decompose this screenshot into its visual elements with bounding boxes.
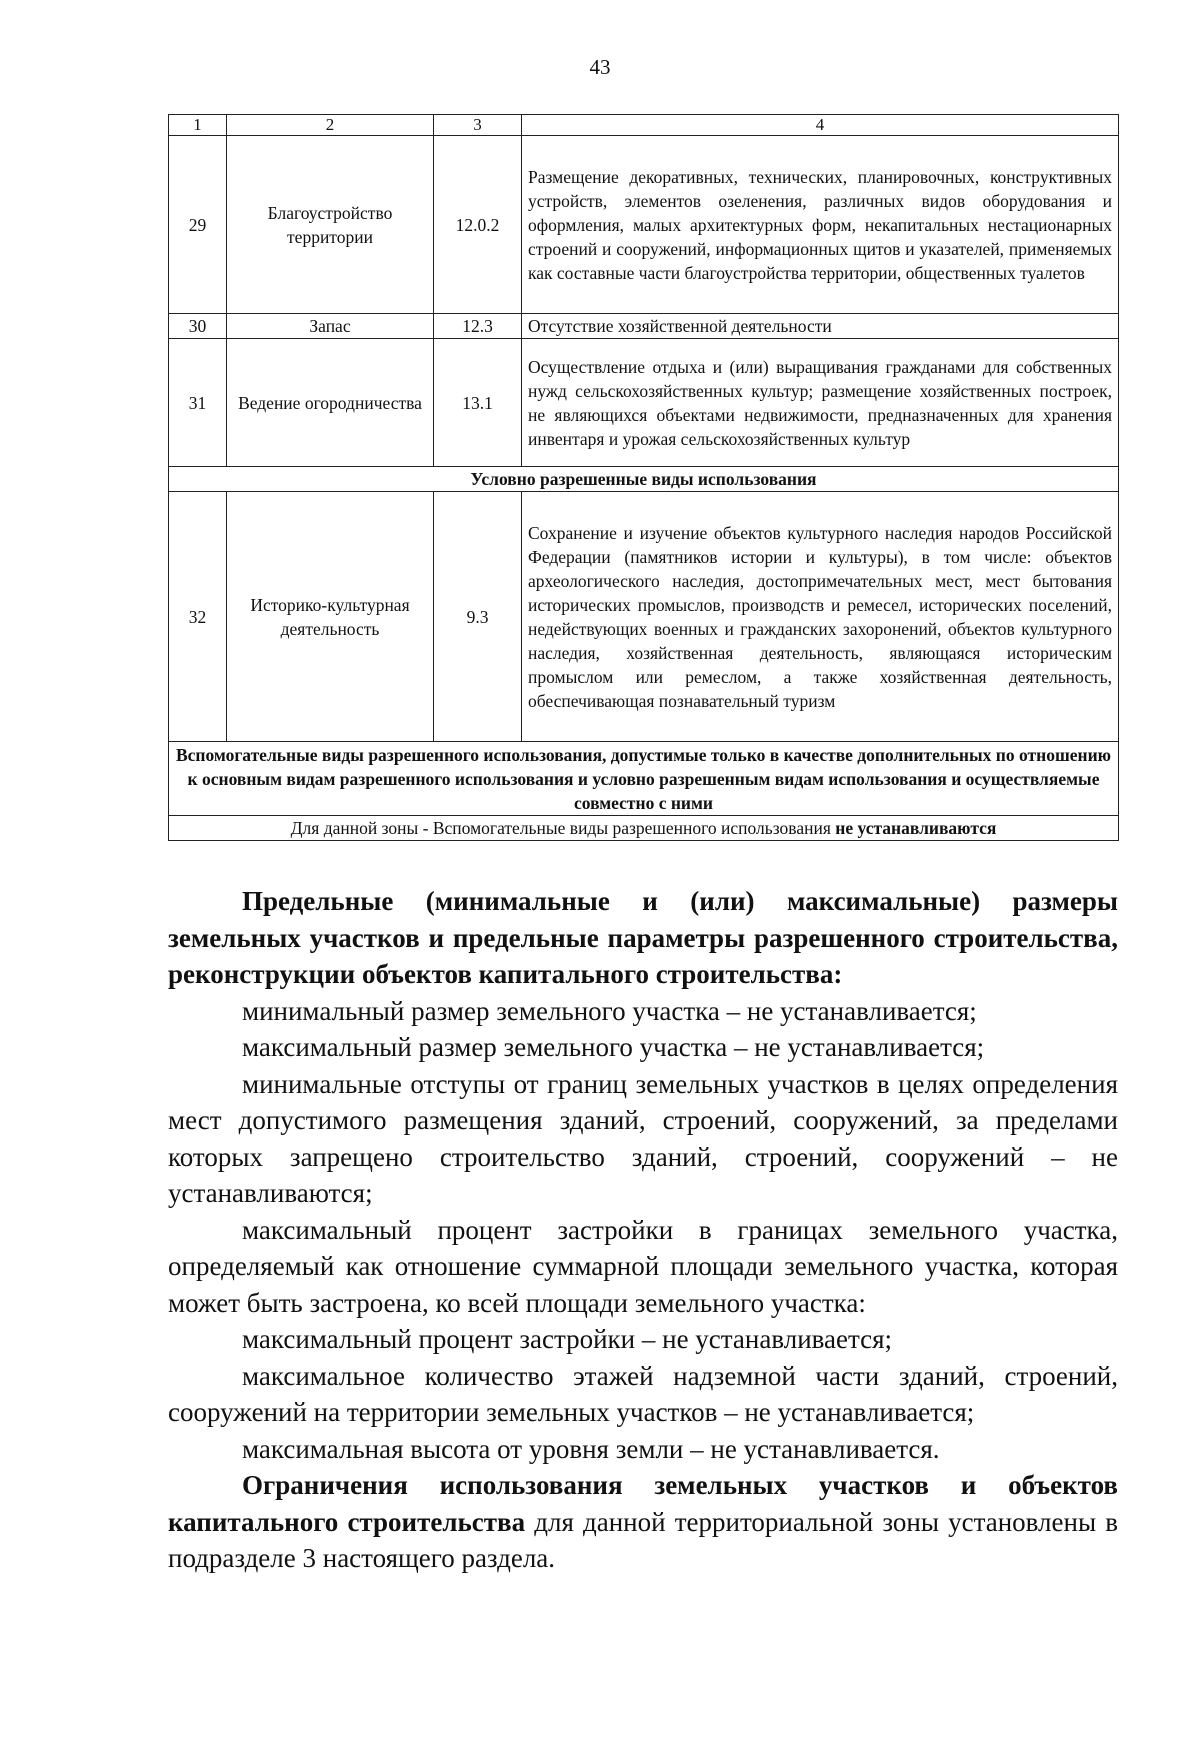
- limits-heading: Предельные (минимальные и (или) максимальные) размеры земельных участков и предельные параметры разрешенного строительства, реконструкции объектов капитального строительства:: [168, 886, 1118, 989]
- header-cell-2: 2: [227, 115, 434, 136]
- table-row: [169, 136, 1119, 314]
- parameters-text-block: [168, 883, 1118, 1577]
- use-type-code: 12.0.2: [434, 136, 522, 314]
- use-type-description: Осуществление отдыха и (или) выращивания гражданами для собственных нужд сельскохозяйственных культур; размещение хозяйственных построек, не являющихся объектами недвижимости, предназначенных для хранения инвентаря и урожая сельскохозяйственных культур: [522, 339, 1119, 467]
- limits-item: максимальное количество этажей надземной части зданий, строений, сооружений на территории земельных участков – не устанавливается;: [168, 1360, 1118, 1427]
- use-type-name: Благоустройство территории: [227, 136, 434, 314]
- use-type-description: Отсутствие хозяйственной деятельности: [522, 314, 1119, 339]
- row-number: 31: [169, 339, 227, 467]
- table-header-row: [169, 115, 1119, 136]
- footer-note-text: Для данной зоны - Вспомогательные виды разрешенного использования: [290, 818, 836, 838]
- header-cell-4: 4: [522, 115, 1119, 136]
- limits-item: максимальный процент застройки в границах земельного участка, определяемый как отношение суммарной площади земельного участка, которая может быть застроена, ко всей площади земельного участка:: [168, 1214, 1118, 1318]
- limits-item: минимальный размер земельного участка – не устанавливается;: [242, 995, 977, 1026]
- section-row-conditional: [169, 467, 1119, 492]
- use-type-code: 12.3: [434, 314, 522, 339]
- footer-note-bold: не устанавливаются: [835, 818, 997, 838]
- use-type-name: Запас: [227, 314, 434, 339]
- use-type-name: Историко-культурная деятельность: [227, 492, 434, 742]
- section-row-auxiliary: [169, 742, 1119, 816]
- row-number: 30: [169, 314, 227, 339]
- row-number: 29: [169, 136, 227, 314]
- footer-note: [169, 816, 1119, 841]
- restrictions-paragraph: [168, 1467, 1118, 1577]
- land-use-table: [168, 114, 1119, 841]
- section-title-auxiliary: Вспомогательные виды разрешенного использования, допустимые только в качестве дополнительных по отношению к основным видам разрешенного использования и условно разрешенным видам использования и осуществляемые совместно с ними: [169, 742, 1119, 816]
- row-number: 32: [169, 492, 227, 742]
- use-type-description: Сохранение и изучение объектов культурного наследия народов Российской Федерации (памятников истории и культуры), в том числе: объектов археологического наследия, достопримечательных мест, мест бытования исторических промыслов, производств и ремесел, исторических поселений, недействующих военных и гражданских захоронений, объектов культурного наследия, хозяйственная деятельность, являющаяся историческим промыслом или ремеслом, а также хозяйственная деятельность, обеспечивающая познавательный туризм: [522, 492, 1119, 742]
- page-number: 43: [589, 55, 611, 79]
- limits-item: максимальная высота от уровня земли – не устанавливается.: [242, 1433, 940, 1464]
- table-row: [169, 492, 1119, 742]
- limits-item: максимальный процент застройки – не устанавливается;: [242, 1324, 893, 1354]
- use-type-description: Размещение декоративных, технических, планировочных, конструктивных устройств, элементов озеленения, различных видов оборудования и оформления, малых архитектурных форм, некапитальных нестационарных строений и сооружений, информационных щитов и указателей, применяемых как составные части благоустройства территории, общественных туалетов: [522, 136, 1119, 314]
- header-cell-3: 3: [434, 115, 522, 136]
- section-title-conditional: Условно разрешенные виды использования: [169, 467, 1119, 492]
- table-row: [169, 339, 1119, 467]
- restrictions-bold: Ограничения использования земельных участков и объектов капитального строительства: [168, 1470, 1118, 1537]
- header-cell-1: 1: [169, 115, 227, 136]
- limits-item: минимальные отступы от границ земельных участков в целях определения мест допустимого размещения зданий, строений, сооружений, за пределами которых запрещено строительство зданий, строений, сооружений – не устанавливаются;: [168, 1068, 1118, 1208]
- table-row: [169, 314, 1119, 339]
- restrictions-text: для данной территориальной зоны установлены в подразделе 3 настоящего раздела.: [168, 1506, 1118, 1573]
- use-type-code: 9.3: [434, 492, 522, 742]
- use-type-name: Ведение огородничества: [227, 339, 434, 467]
- use-type-code: 13.1: [434, 339, 522, 467]
- limits-item: максимальный размер земельного участка – не устанавливается;: [242, 1032, 985, 1062]
- footer-row: [169, 816, 1119, 841]
